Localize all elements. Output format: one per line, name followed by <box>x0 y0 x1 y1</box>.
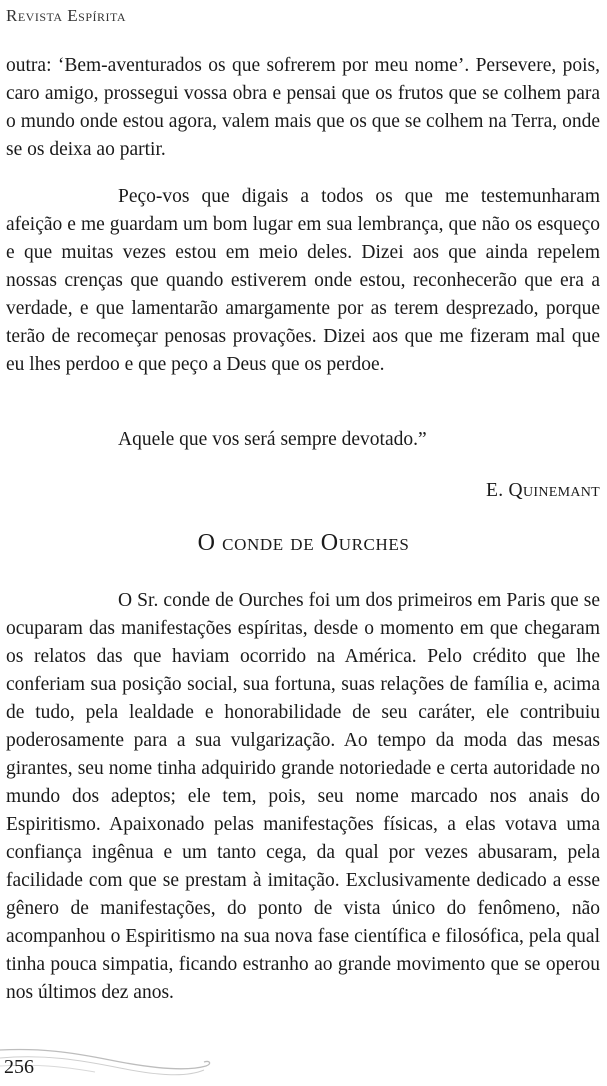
paragraph-text: outra: ‘Bem-aventurados os que sofrerem por meu nome’. Persevere, pois, caro amigo, prossegui vossa obra e pensai que os frutos que se colhem para o mundo onde estou agora, valem mais que os que se colhem na Terra, onde se os deixa ao partir. <box>6 55 600 160</box>
paragraph-text: Aquele que vos será sempre devotado.” <box>118 429 427 450</box>
paragraph-text: O Sr. conde de Ourches foi um dos primeiros em Paris que se ocuparam das manifestações espíritas, desde o momento em que chegaram os relatos das que haviam ocorrido na América. Pelo crédito que lhe conferiam sua posição social, sua fortuna, suas relações de família e, acima de tudo, pela lealdade e honorabilidade de seu caráter, ele contribuiu poderosamente para a sua vulgarização. Ao tempo da moda das mesas girantes, seu nome tinha adquirido grande notoriedade e certa autoridade no mundo dos adeptos; ele tem, pois, seu nome marcado nos anais do Espiritismo. Apaixonado pelas manifestações físicas, a elas votava uma confiança ingênua e um tanto cega, da qual por vezes abusaram, pela facilidade com que se prestam à imitação. Exclusivamente dedicado a esse gênero de manifestações, do ponto de vista único do fenômeno, não acompanhou o Espiritismo na sua nova fase científica e filosófica, pela qual tinha pouca simpatia, ficando estranho ao grande movimento que se operou nos últimos dez anos. <box>6 590 600 1003</box>
letter-paragraph-2 <box>6 183 600 379</box>
letter-paragraph-1 <box>6 52 600 164</box>
section-title: O conde de Ourches <box>197 530 410 556</box>
paragraph-text: Peço-vos que digais a todos os que me testemunharam afeição e me guardam um bom lugar em sua lembrança, que não os esqueço e que muitas vezes estou em meio deles. Dizei aos que ainda repelem nossas crenças que quando estiverem onde estou, reconhecerão que era a verdade, e que lamentarão amargamente por as terem desprezado, porque terão de recomeçar penosas provações. Dizei aos que me fizeram mal que eu lhes perdoo e que peço a Deus que os perdoe. <box>6 186 600 375</box>
running-head: Revista Espírita <box>6 6 127 25</box>
letter-closing <box>6 426 600 454</box>
article-paragraph <box>6 587 600 1007</box>
signature: E. Quinemant <box>486 480 600 501</box>
page-number: 256 <box>4 1056 34 1078</box>
